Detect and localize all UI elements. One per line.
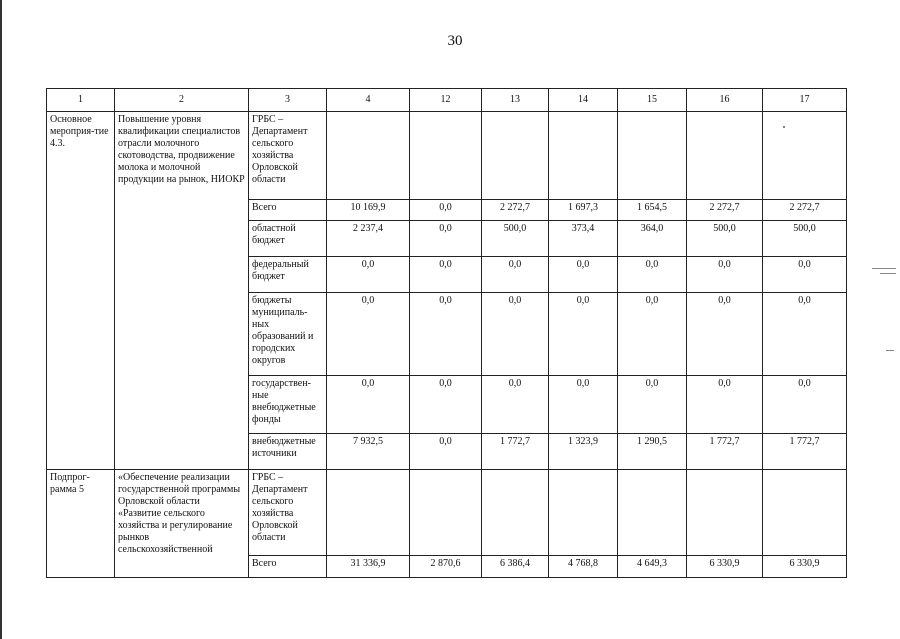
funding-source: бюджеты муниципаль-ных образований и городских округов <box>249 293 327 376</box>
value-cell: 6 330,9 <box>763 556 847 578</box>
table-row <box>47 470 847 556</box>
value-cell: 4 649,3 <box>618 556 687 578</box>
scan-speck <box>886 350 894 351</box>
value-cell: 0,0 <box>763 293 847 376</box>
scan-speck <box>783 126 785 128</box>
value-cell: 2 272,7 <box>482 200 549 221</box>
value-cell: 0,0 <box>410 434 482 470</box>
value-cell: 0,0 <box>410 221 482 257</box>
value-cell: 0,0 <box>618 257 687 293</box>
value-cell: 2 237,4 <box>327 221 410 257</box>
value-cell: 0,0 <box>687 376 763 434</box>
funding-source: государствен-ные внебюджетные фонды <box>249 376 327 434</box>
value-cell: 1 697,3 <box>549 200 618 221</box>
value-cell: 0,0 <box>687 293 763 376</box>
value-cell: 0,0 <box>327 376 410 434</box>
header-cell: 2 <box>115 89 249 112</box>
value-cell: 500,0 <box>687 221 763 257</box>
value-cell: 500,0 <box>482 221 549 257</box>
value-cell: 364,0 <box>618 221 687 257</box>
table-header-row <box>47 89 847 112</box>
value-cell: 0,0 <box>763 257 847 293</box>
measure-code: Основное мероприя-тие 4.3. <box>47 112 115 470</box>
value-cell: 0,0 <box>549 376 618 434</box>
value-cell: 7 932,5 <box>327 434 410 470</box>
value-cell: 2 870,6 <box>410 556 482 578</box>
header-cell: 16 <box>687 89 763 112</box>
funding-source: Всего <box>249 556 327 578</box>
scan-speck <box>872 268 896 269</box>
value-cell: 0,0 <box>687 257 763 293</box>
scan-edge-line <box>0 0 2 639</box>
value-cell: 1 772,7 <box>482 434 549 470</box>
value-cell: 500,0 <box>763 221 847 257</box>
value-cell: 0,0 <box>482 293 549 376</box>
value-cell: 2 272,7 <box>763 200 847 221</box>
header-cell: 1 <box>47 89 115 112</box>
value-cell: 0,0 <box>549 257 618 293</box>
value-cell: 6 330,9 <box>687 556 763 578</box>
value-cell: 0,0 <box>410 257 482 293</box>
value-cell: 6 386,4 <box>482 556 549 578</box>
header-cell: 14 <box>549 89 618 112</box>
funding-source: внебюджетные источники <box>249 434 327 470</box>
value-cell: 1 654,5 <box>618 200 687 221</box>
header-cell: 13 <box>482 89 549 112</box>
header-cell: 12 <box>410 89 482 112</box>
administrator-cell: ГРБС – Департамент сельского хозяйства Орловской области <box>249 112 327 200</box>
value-cell: 1 772,7 <box>687 434 763 470</box>
value-cell: 1 772,7 <box>763 434 847 470</box>
funding-source: Всего <box>249 200 327 221</box>
header-cell: 4 <box>327 89 410 112</box>
value-cell: 0,0 <box>482 376 549 434</box>
funding-source: областной бюджет <box>249 221 327 257</box>
value-cell: 1 323,9 <box>549 434 618 470</box>
measure-name: «Обеспечение реализации государственной программы Орловской области «Развитие сельского хозяйства и регулирование рынков сельскохозяйственной <box>115 470 249 578</box>
table-row <box>47 112 847 200</box>
funding-source: федеральный бюджет <box>249 257 327 293</box>
value-cell: 0,0 <box>618 293 687 376</box>
value-cell: 0,0 <box>327 257 410 293</box>
budget-table <box>46 88 847 578</box>
value-cell: 0,0 <box>618 376 687 434</box>
value-cell: 0,0 <box>763 376 847 434</box>
header-cell: 15 <box>618 89 687 112</box>
measure-name: Повышение уровня квалификации специалистов отрасли молочного скотоводства, продвижение молока и молочной продукции на рынок, НИОКР <box>115 112 249 470</box>
value-cell: 0,0 <box>327 293 410 376</box>
value-cell: 0,0 <box>410 376 482 434</box>
administrator-cell: ГРБС – Департамент сельского хозяйства Орловской области <box>249 470 327 556</box>
value-cell: 0,0 <box>410 200 482 221</box>
value-cell: 31 336,9 <box>327 556 410 578</box>
value-cell: 0,0 <box>549 293 618 376</box>
page-number: 30 <box>447 33 463 49</box>
value-cell: 1 290,5 <box>618 434 687 470</box>
measure-code: Подпрог-рамма 5 <box>47 470 115 578</box>
value-cell: 4 768,8 <box>549 556 618 578</box>
value-cell: 0,0 <box>482 257 549 293</box>
header-cell: 3 <box>249 89 327 112</box>
value-cell: 2 272,7 <box>687 200 763 221</box>
value-cell: 10 169,9 <box>327 200 410 221</box>
value-cell: 0,0 <box>410 293 482 376</box>
value-cell: 373,4 <box>549 221 618 257</box>
scan-speck <box>880 273 896 274</box>
header-cell: 17 <box>763 89 847 112</box>
